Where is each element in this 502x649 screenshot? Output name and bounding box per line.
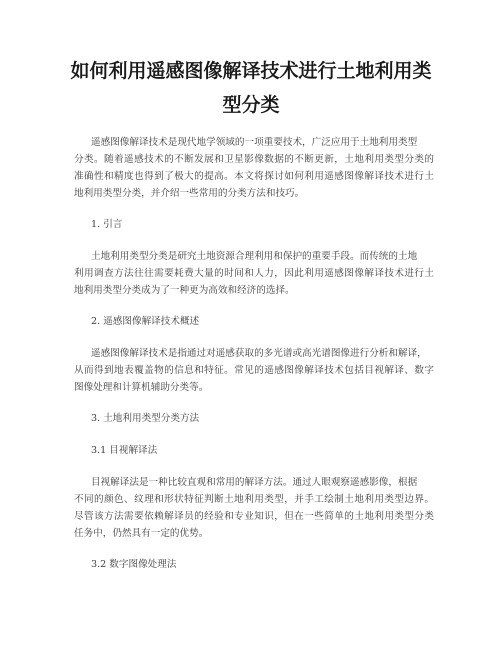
- document-title-line-1: 如何利用遥感图像解译技术进行土地利用类: [70, 60, 432, 82]
- intro-line-3: 准确性和精度也得到了极大的提高。本文将探讨如何利用遥感图像解译技术进行土: [74, 171, 434, 182]
- section-1-line-1: 土地利用类型分类是研究土地资源合理利用和保护的重要手段。而传统的土地: [91, 251, 418, 262]
- intro-line-1: 遥感图像解译技术是现代地学领域的一项重要技术，广泛应用于土地利用类型: [91, 137, 418, 148]
- section-3-heading: 3. 土地利用类型分类方法: [91, 413, 200, 424]
- section-1-heading: 1. 引言: [91, 219, 123, 230]
- section-3-1-line-3: 尽管该方法需要依赖解译员的经验和专业知识，但在一些简单的土地利用类型分类: [74, 511, 434, 522]
- section-3-1-line-2: 不同的颜色、纹理和形状特征判断土地利用类型，并手工绘制土地利用类型边界。: [74, 494, 434, 505]
- section-3-1-heading: 3.1 目视解译法: [91, 445, 158, 456]
- intro-line-4: 地利用类型分类，并介绍一些常用的分类方法和技巧。: [74, 188, 305, 199]
- document-title-line-2: 型分类: [222, 94, 280, 116]
- section-2-line-1: 遥感图像解译技术是指通过对遥感获取的多光谱或高光谱图像进行分析和解译，: [91, 348, 427, 359]
- section-3-1-line-4: 任务中，仍然具有一定的优势。: [74, 528, 209, 539]
- section-2-line-2: 从而得到地表覆盖物的信息和特征。常见的遥感图像解译技术包括目视解译、数字: [74, 365, 434, 376]
- section-1-line-2: 利用调查方法往往需要耗费大量的时间和人力，因此利用遥感图像解译技术进行土: [74, 268, 434, 279]
- section-2-line-3: 图像处理和计算机辅助分类等。: [74, 382, 209, 393]
- section-1-line-3: 地利用类型分类成为了一种更为高效和经济的选择。: [74, 285, 295, 296]
- intro-line-2: 分类。随着遥感技术的不断发展和卫星影像数据的不断更新，土地利用类型分类的: [74, 154, 434, 165]
- section-3-2-heading: 3.2 数字图像处理法: [91, 559, 177, 570]
- section-3-1-line-1: 目视解译法是一种比较直观和常用的解译方法。通过人眼观察遥感影像，根据: [91, 477, 418, 488]
- section-2-heading: 2. 遥感图像解译技术概述: [91, 316, 200, 327]
